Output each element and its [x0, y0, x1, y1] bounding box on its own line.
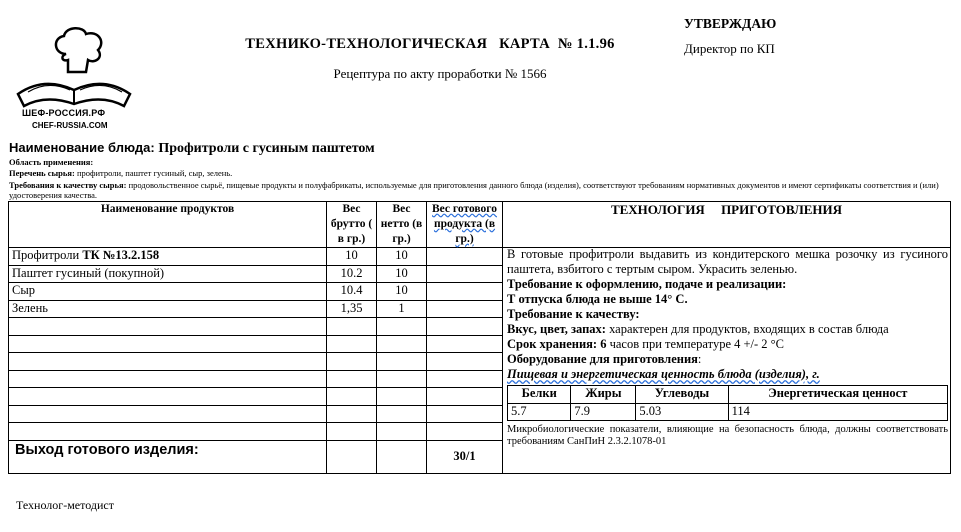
raw-materials-text: профитроли, паштет гусиный, сыр, зелень.	[74, 168, 233, 178]
net-weight: 10	[377, 265, 427, 283]
ready-weight	[427, 300, 503, 318]
technologist-signature-line: Технолог-методист	[16, 498, 114, 512]
net-weight: 1	[377, 300, 427, 318]
application-area-label: Область применения:	[9, 157, 94, 167]
recipe-table	[8, 201, 951, 474]
nutrition-energy: 114	[728, 403, 947, 421]
document-title: ТЕХНИКО-ТЕХНОЛОГИЧЕСКАЯ КАРТА № 1.1.96	[245, 36, 615, 52]
document-subtitle: Рецептура по акту проработки № 1566	[333, 66, 547, 81]
header-ready: Вес готового продукта (в гр.)	[427, 202, 503, 248]
gross-weight: 10	[327, 248, 377, 266]
table-header-row	[9, 202, 951, 248]
raw-quality-line	[9, 180, 944, 200]
output-label: Выход готового изделия:	[9, 440, 327, 473]
raw-quality-text: продовольственное сырьё, пищевые продукты и полуфабрикаты, используемые для приготовления данного блюда (изделия), соответствуют требованиям нормативных документов и имеют сертификаты соответствия и (или) удостоверения качества.	[9, 180, 939, 200]
gross-weight: 10.2	[327, 265, 377, 283]
nutrition-protein: 5.7	[508, 403, 571, 421]
application-area	[9, 157, 93, 167]
header-technology: ТЕХНОЛОГИЯ ПРИГОТОВЛЕНИЯ	[503, 202, 951, 248]
header-product-name: Наименование продуктов	[9, 202, 327, 248]
raw-materials-line	[9, 168, 232, 178]
logo-text-en: CHEF-RUSSIA.COM	[32, 121, 108, 130]
table-row	[9, 248, 951, 266]
nutrition-header-fat: Жиры	[571, 386, 636, 404]
nutrition-table	[507, 385, 948, 421]
storage-line: Срок хранения: 6 часов при температуре 4 +/- 2 °С	[507, 337, 785, 351]
product-name: Зелень	[9, 300, 327, 318]
raw-materials-label: Перечень сырья:	[9, 168, 75, 178]
gross-weight: 10.4	[327, 283, 377, 301]
net-weight: 10	[377, 248, 427, 266]
serving-temperature: Т отпуска блюда не выше 14° С.	[507, 292, 688, 306]
nutrition-fat: 7.9	[571, 403, 636, 421]
header-net: Вес нетто (в гр.)	[377, 202, 427, 248]
technology-description	[503, 248, 951, 474]
serving-requirements: Требование к оформлению, подаче и реализации:	[507, 277, 787, 291]
dish-name: Профитроли с гусиным паштетом	[158, 141, 375, 156]
nutrition-header-carbs: Углеводы	[636, 386, 728, 404]
product-name: Сыр	[9, 283, 327, 301]
dish-name-label: Наименование блюда:	[9, 140, 159, 155]
product-name: Паштет гусиный (покупной)	[9, 265, 327, 283]
nutrition-label: Пищевая и энергетическая ценность блюда (изделия), г.	[507, 367, 820, 381]
header-gross: Вес брутто ( в гр.)	[327, 202, 377, 248]
nutrition-carbs: 5.03	[636, 403, 728, 421]
nutrition-value-row	[508, 403, 948, 421]
ready-weight	[427, 265, 503, 283]
gross-weight: 1,35	[327, 300, 377, 318]
tech-intro: В готовые профитроли выдавить из кондитерского мешка розочку из гусиного паштета, взбитого с тертым сыром. Украсить зеленью.	[507, 247, 948, 276]
director-label: Директор по КП	[684, 41, 775, 56]
nutrition-header-row	[508, 386, 948, 404]
approve-label: УТВЕРЖДАЮ	[684, 16, 777, 31]
microbiology-note: Микробиологические показатели, влияющие на безопасность блюда, должны соответствовать требованиям СанПиН 2.3.2.1078-01	[507, 424, 948, 447]
equipment-line: Оборудование для приготовления:	[507, 352, 702, 366]
ready-weight	[427, 283, 503, 301]
nutrition-header-energy: Энергетическая ценност	[728, 386, 947, 404]
ready-weight	[427, 248, 503, 266]
taste-line: Вкус, цвет, запах: характерен для продуктов, входящих в состав блюда	[507, 322, 889, 336]
dish-name-line	[9, 140, 375, 157]
raw-quality-label: Требования к качеству сырья:	[9, 180, 127, 190]
net-weight: 10	[377, 283, 427, 301]
logo-text-ru: ШЕФ-РОССИЯ.РФ	[22, 108, 106, 118]
quality-requirements: Требование к качеству:	[507, 307, 640, 321]
product-name: Профитроли ТК №13.2.158	[9, 248, 327, 266]
output-value: 30/1	[427, 440, 503, 473]
nutrition-header-protein: Белки	[508, 386, 571, 404]
